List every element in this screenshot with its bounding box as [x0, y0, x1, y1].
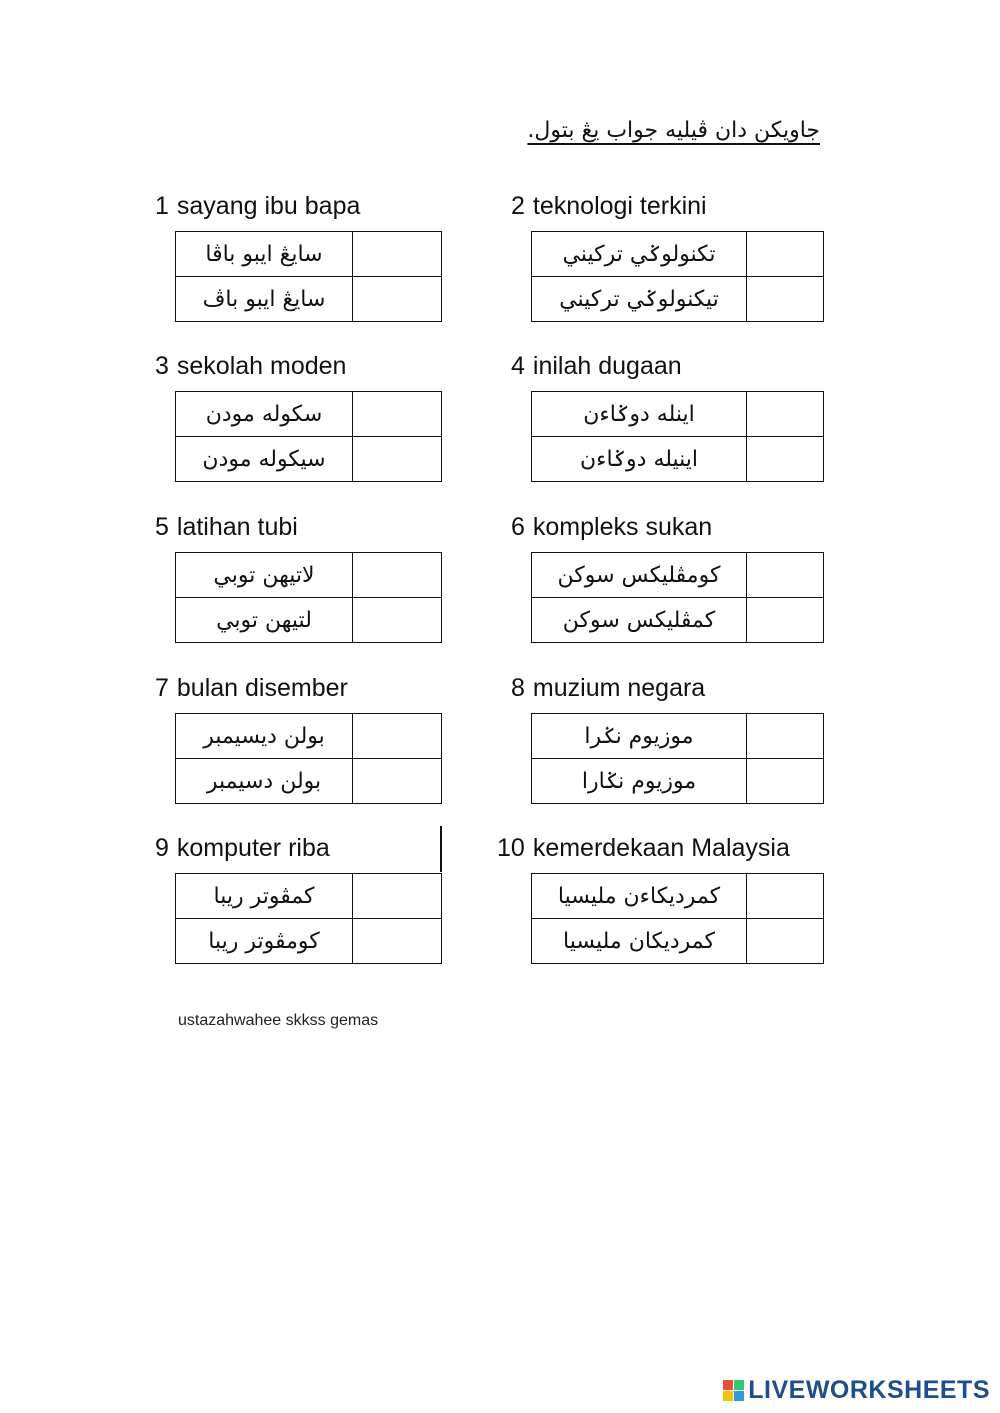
option-row [176, 437, 442, 482]
option-text: کمرديکان مليسيا [532, 919, 747, 964]
option-text: کومڤوتر ريبا [176, 919, 353, 964]
liveworksheets-brand [723, 1376, 990, 1405]
answer-box[interactable] [353, 277, 442, 322]
question-text: bulan disember [176, 674, 348, 702]
answer-box[interactable] [353, 714, 442, 759]
option-row [176, 598, 442, 643]
option-text: سکوله مودن [176, 392, 353, 437]
option-text: تکنولوݢي ترکيني [532, 232, 747, 277]
logo-square [734, 1391, 744, 1401]
question-label [155, 348, 495, 384]
brand-text: LIVEWORKSHEETS [748, 1376, 990, 1404]
question-label [497, 830, 837, 866]
answer-box[interactable] [747, 277, 824, 322]
question-text: kompleks sukan [532, 513, 713, 541]
question-label [511, 348, 851, 384]
question-text: komputer riba [176, 834, 330, 862]
question-text: teknologi terkini [532, 192, 707, 220]
option-text: تيکنولوݢي ترکيني [532, 277, 747, 322]
question-text: sekolah moden [176, 352, 347, 380]
option-text: سيکوله مودن [176, 437, 353, 482]
option-text: اينيله دوݢاءن [532, 437, 747, 482]
options-table [175, 873, 442, 964]
options-table [531, 713, 824, 804]
question-5 [155, 509, 495, 643]
answer-box[interactable] [747, 232, 824, 277]
answer-box[interactable] [747, 759, 824, 804]
question-number: 4 [511, 352, 525, 380]
option-row [532, 553, 824, 598]
option-text: موزيوم نݢارا [532, 759, 747, 804]
option-text: لاتيهن توبي [176, 553, 353, 598]
option-text: سايڠ ايبو باڤا [176, 232, 353, 277]
question-number: 8 [511, 674, 525, 702]
instruction-text: جاويکن دان ڤيليه جواب يڠ بتول. [527, 118, 820, 143]
options-table [175, 552, 442, 643]
answer-box[interactable] [353, 553, 442, 598]
logo-square [723, 1380, 733, 1390]
question-label [511, 509, 851, 545]
answer-box[interactable] [747, 874, 824, 919]
question-label [155, 830, 495, 866]
option-text: موزيوم نݢرا [532, 714, 747, 759]
answer-box[interactable] [747, 598, 824, 643]
option-text: اينله دوݢاءن [532, 392, 747, 437]
option-row [176, 759, 442, 804]
question-label [155, 188, 495, 224]
answer-box[interactable] [353, 437, 442, 482]
question-text: latihan tubi [176, 513, 298, 541]
question-label [155, 509, 495, 545]
question-text: sayang ibu bapa [176, 192, 361, 220]
question-number: 7 [155, 674, 169, 702]
answer-box[interactable] [353, 874, 442, 919]
answer-box[interactable] [747, 919, 824, 964]
question-6 [511, 509, 851, 643]
options-table [175, 391, 442, 482]
question-text: muzium negara [532, 674, 706, 702]
answer-box[interactable] [747, 714, 824, 759]
divider-line [440, 826, 442, 872]
option-row [176, 277, 442, 322]
option-text: سايڠ ايبو باڤ [176, 277, 353, 322]
option-row [532, 392, 824, 437]
question-9 [155, 830, 495, 964]
option-text: کمرديکاءن مليسيا [532, 874, 747, 919]
question-number: 6 [511, 513, 525, 541]
question-number: 1 [155, 192, 169, 220]
option-row [532, 919, 824, 964]
question-label [511, 670, 851, 706]
option-row [176, 919, 442, 964]
option-text: کومڤليکس سوکن [532, 553, 747, 598]
question-8 [511, 670, 851, 804]
question-3 [155, 348, 495, 482]
option-row [532, 759, 824, 804]
option-text: کمڤوتر ريبا [176, 874, 353, 919]
question-text: kemerdekaan Malaysia [532, 834, 790, 862]
question-number: 3 [155, 352, 169, 380]
option-row [532, 598, 824, 643]
option-row [176, 553, 442, 598]
logo-square [734, 1380, 744, 1390]
question-2 [511, 188, 851, 322]
question-label [155, 670, 495, 706]
question-number: 5 [155, 513, 169, 541]
question-4 [511, 348, 851, 482]
option-row [176, 232, 442, 277]
question-7 [155, 670, 495, 804]
option-row [176, 714, 442, 759]
question-label [511, 188, 851, 224]
answer-box[interactable] [353, 759, 442, 804]
options-table [531, 552, 824, 643]
liveworksheets-logo-icon [723, 1380, 744, 1401]
options-table [531, 391, 824, 482]
answer-box[interactable] [747, 392, 824, 437]
option-row [532, 232, 824, 277]
option-row [532, 874, 824, 919]
option-row [532, 277, 824, 322]
option-row [176, 874, 442, 919]
option-row [176, 392, 442, 437]
option-row [532, 437, 824, 482]
question-1 [155, 188, 495, 322]
answer-box[interactable] [353, 392, 442, 437]
option-text: بولن دسيمبر [176, 759, 353, 804]
options-table [531, 231, 824, 322]
answer-box[interactable] [353, 919, 442, 964]
option-text: کمڤليکس سوکن [532, 598, 747, 643]
option-text: بولن ديسيمبر [176, 714, 353, 759]
answer-box[interactable] [747, 553, 824, 598]
question-text: inilah dugaan [532, 352, 682, 380]
option-text: لتيهن توبي [176, 598, 353, 643]
options-table [175, 231, 442, 322]
question-number: 10 [497, 834, 525, 862]
author-credit: ustazahwahee skkss gemas [178, 1012, 379, 1029]
question-10 [497, 830, 837, 964]
answer-box[interactable] [353, 598, 442, 643]
question-number: 2 [511, 192, 525, 220]
logo-square [723, 1391, 733, 1401]
answer-box[interactable] [353, 232, 442, 277]
options-table [175, 713, 442, 804]
answer-box[interactable] [747, 437, 824, 482]
option-row [532, 714, 824, 759]
question-number: 9 [155, 834, 169, 862]
options-table [531, 873, 824, 964]
